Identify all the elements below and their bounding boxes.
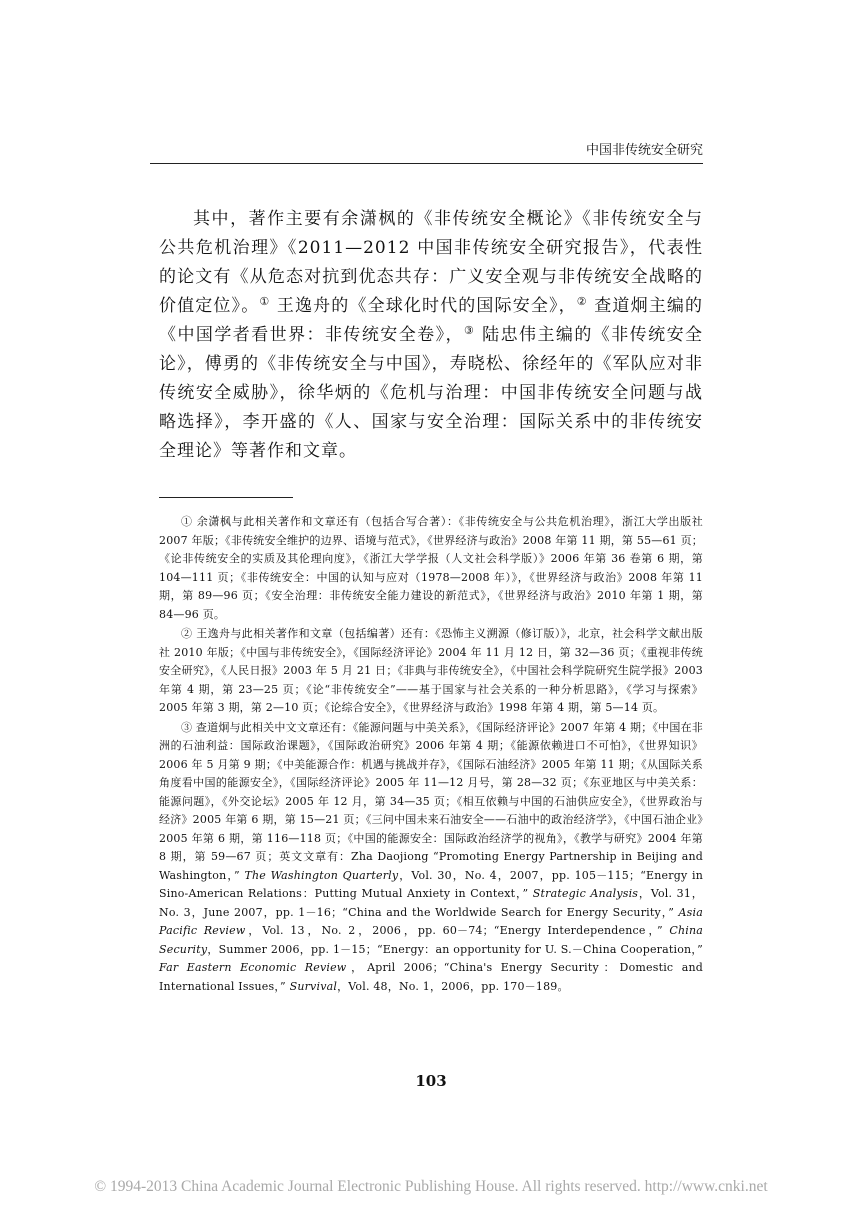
- body-text-part-1: 其中，著作主要有余潇枫的《非传统安全概论》《非传统安全与公共危机治理》《2011—2012 中国非传统安全研究报告》，代表性的论文有《从危态对抗到优态共存：广义安全观与非传统安全战略的价值定位》。: [159, 209, 703, 316]
- running-header: 中国非传统安全研究: [585, 143, 703, 158]
- body-paragraph: [159, 205, 703, 466]
- journal-title: China Security: [159, 924, 704, 956]
- footnote-separator: [159, 497, 293, 498]
- body-text-part-4: 陆忠伟主编的《非传统安全论》，傅勇的《非传统安全与中国》，寿晓松、徐经年的《军队应对非传统安全威胁》，徐华炳的《危机与治理：中国非传统安全问题与战略选择》，李开盛的《人、国家与安全治理：国际关系中的非传统安全理论》等著作和文章。: [159, 325, 704, 461]
- citation-text: ，Vol. 48，No. 1，2006，pp. 170－189。: [337, 979, 569, 993]
- footnote-2: ② 王逸舟与此相关著作和文章（包括编著）还有：《恐怖主义溯源（修订版）》，北京，社会科学文献出版社 2010 年版；《中国与非传统安全》，《国际经济评论》2004 年 11 月 12 日，第 32—36 页；《重视非传统安全研究》，《人民日报》2003 年 5 月 21 日；《非典与非传统安全》，《中国社会科学院研究生院学报》2003 年第 4 期，第 23—25 页；《论“非传统安全”——基于国家与社会关系的一种分析思路》，《学习与探索》2005 年第 3 期，第 2—10 页；《论综合安全》，《世界经济与政治》1998 年第 4 期，第 5—14 页。: [159, 627, 703, 714]
- citation-text: ，April 2006；“China's Energy Security：Domestic and International Issues，”: [159, 961, 703, 993]
- page-number: 103: [415, 1072, 447, 1090]
- footnote-1: ① 余潇枫与此相关著作和文章还有（包括合写合著）：《非传统安全与公共危机治理》，浙江大学出版社 2007 年版；《非传统安全维护的边界、语境与范式》，《世界经济与政治》2008 年第 11 期，第 55—61 页；《论非传统安全的实质及其伦理向度》，《浙江大学学报（人文社会科学版）》2006 年第 36 卷第 6 期，第 104—111 页；《非传统安全：中国的认知与应对（1978—2008 年）》，《世界经济与政治》2008 年第 11 期，第 89—96 页；《安全治理：非传统安全能力建设的新范式》，《世界经济与政治》2010 年第 1 期，第 84—96 页。: [159, 515, 703, 621]
- citation-text: ，Vol. 31，No. 3，June 2007，pp. 1－16；“China and the Worldwide Search for Energy Security，”: [159, 887, 704, 919]
- footnote-ref-1[interactable]: ①: [259, 295, 271, 308]
- body-text-part-3: 查道炯主编的《中国学者看世界：非传统安全卷》，: [159, 296, 703, 345]
- journal-title: Strategic Analysis: [532, 887, 639, 900]
- footnote-ref-3[interactable]: ③: [464, 324, 476, 337]
- footnote-3-chinese: ③ 查道炯与此相关中文文章还有：《能源问题与中美关系》，《国际经济评论》2007 年第 4 期；《中国在非洲的石油利益：国际政治课题》，《国际政治研究》2006 年第 4 期；《能源依赖进口不可怕》，《世界知识》2006 年 5 月第 9 期；《中美能源合作：机遇与挑战并存》，《国际石油经济》2005 年第 11 期；《从国际关系角度看中国的能源安全》，《国际经济评论》2005 年 11—12 月号，第 28—32 页；《东亚地区与中美关系：能源问题》，《外交论坛》2005 年 12 月，第 34—35 页；《相互依赖与中国的石油供应安全》，《世界政治与经济》2005 年第 6 期，第 15—21 页；《三问中国未来石油安全——石油中的政治经济学》，《中国石油企业》2005 年第 6 期，第 116—118 页；《中国的能源安全：国际政治经济学的视角》，《教学与研究》2004 年第 8 期，第 59—67 页；英文文章有：Zha Daojiong “Promoting Energy Partnership in Beijing and Washington，”: [159, 720, 703, 882]
- citation-text: ，Vol. 30，No. 4，2007，pp. 105－115；“Energy in Sino-American Relations：Putting Mutual Anxiety in Context，”: [159, 868, 703, 900]
- copyright-watermark: © 1994-2013 China Academic Journal Electronic Publishing House. All rights reserved. http://www.cnki.net: [94, 1178, 768, 1195]
- body-text-part-2: 王逸舟的《全球化时代的国际安全》，: [270, 296, 577, 316]
- footnote-3: [159, 719, 703, 997]
- journal-title: Survival: [289, 979, 338, 993]
- header-rule: [150, 163, 703, 164]
- footnote-ref-2[interactable]: ②: [576, 295, 588, 308]
- journal-title: The Washington Quarterly: [244, 868, 399, 882]
- footnotes: [159, 513, 703, 997]
- citation-text: ，Vol. 13，No. 2，2006，pp. 60－74；“Energy Interdependence，”: [245, 924, 670, 937]
- citation-text: ，Summer 2006，pp. 1－15；“Energy：an opportunity for U. S.－China Cooperation，”: [207, 942, 703, 956]
- journal-title: Far Eastern Economic Review: [159, 961, 347, 974]
- journal-title: Asia Pacific Review: [159, 905, 703, 937]
